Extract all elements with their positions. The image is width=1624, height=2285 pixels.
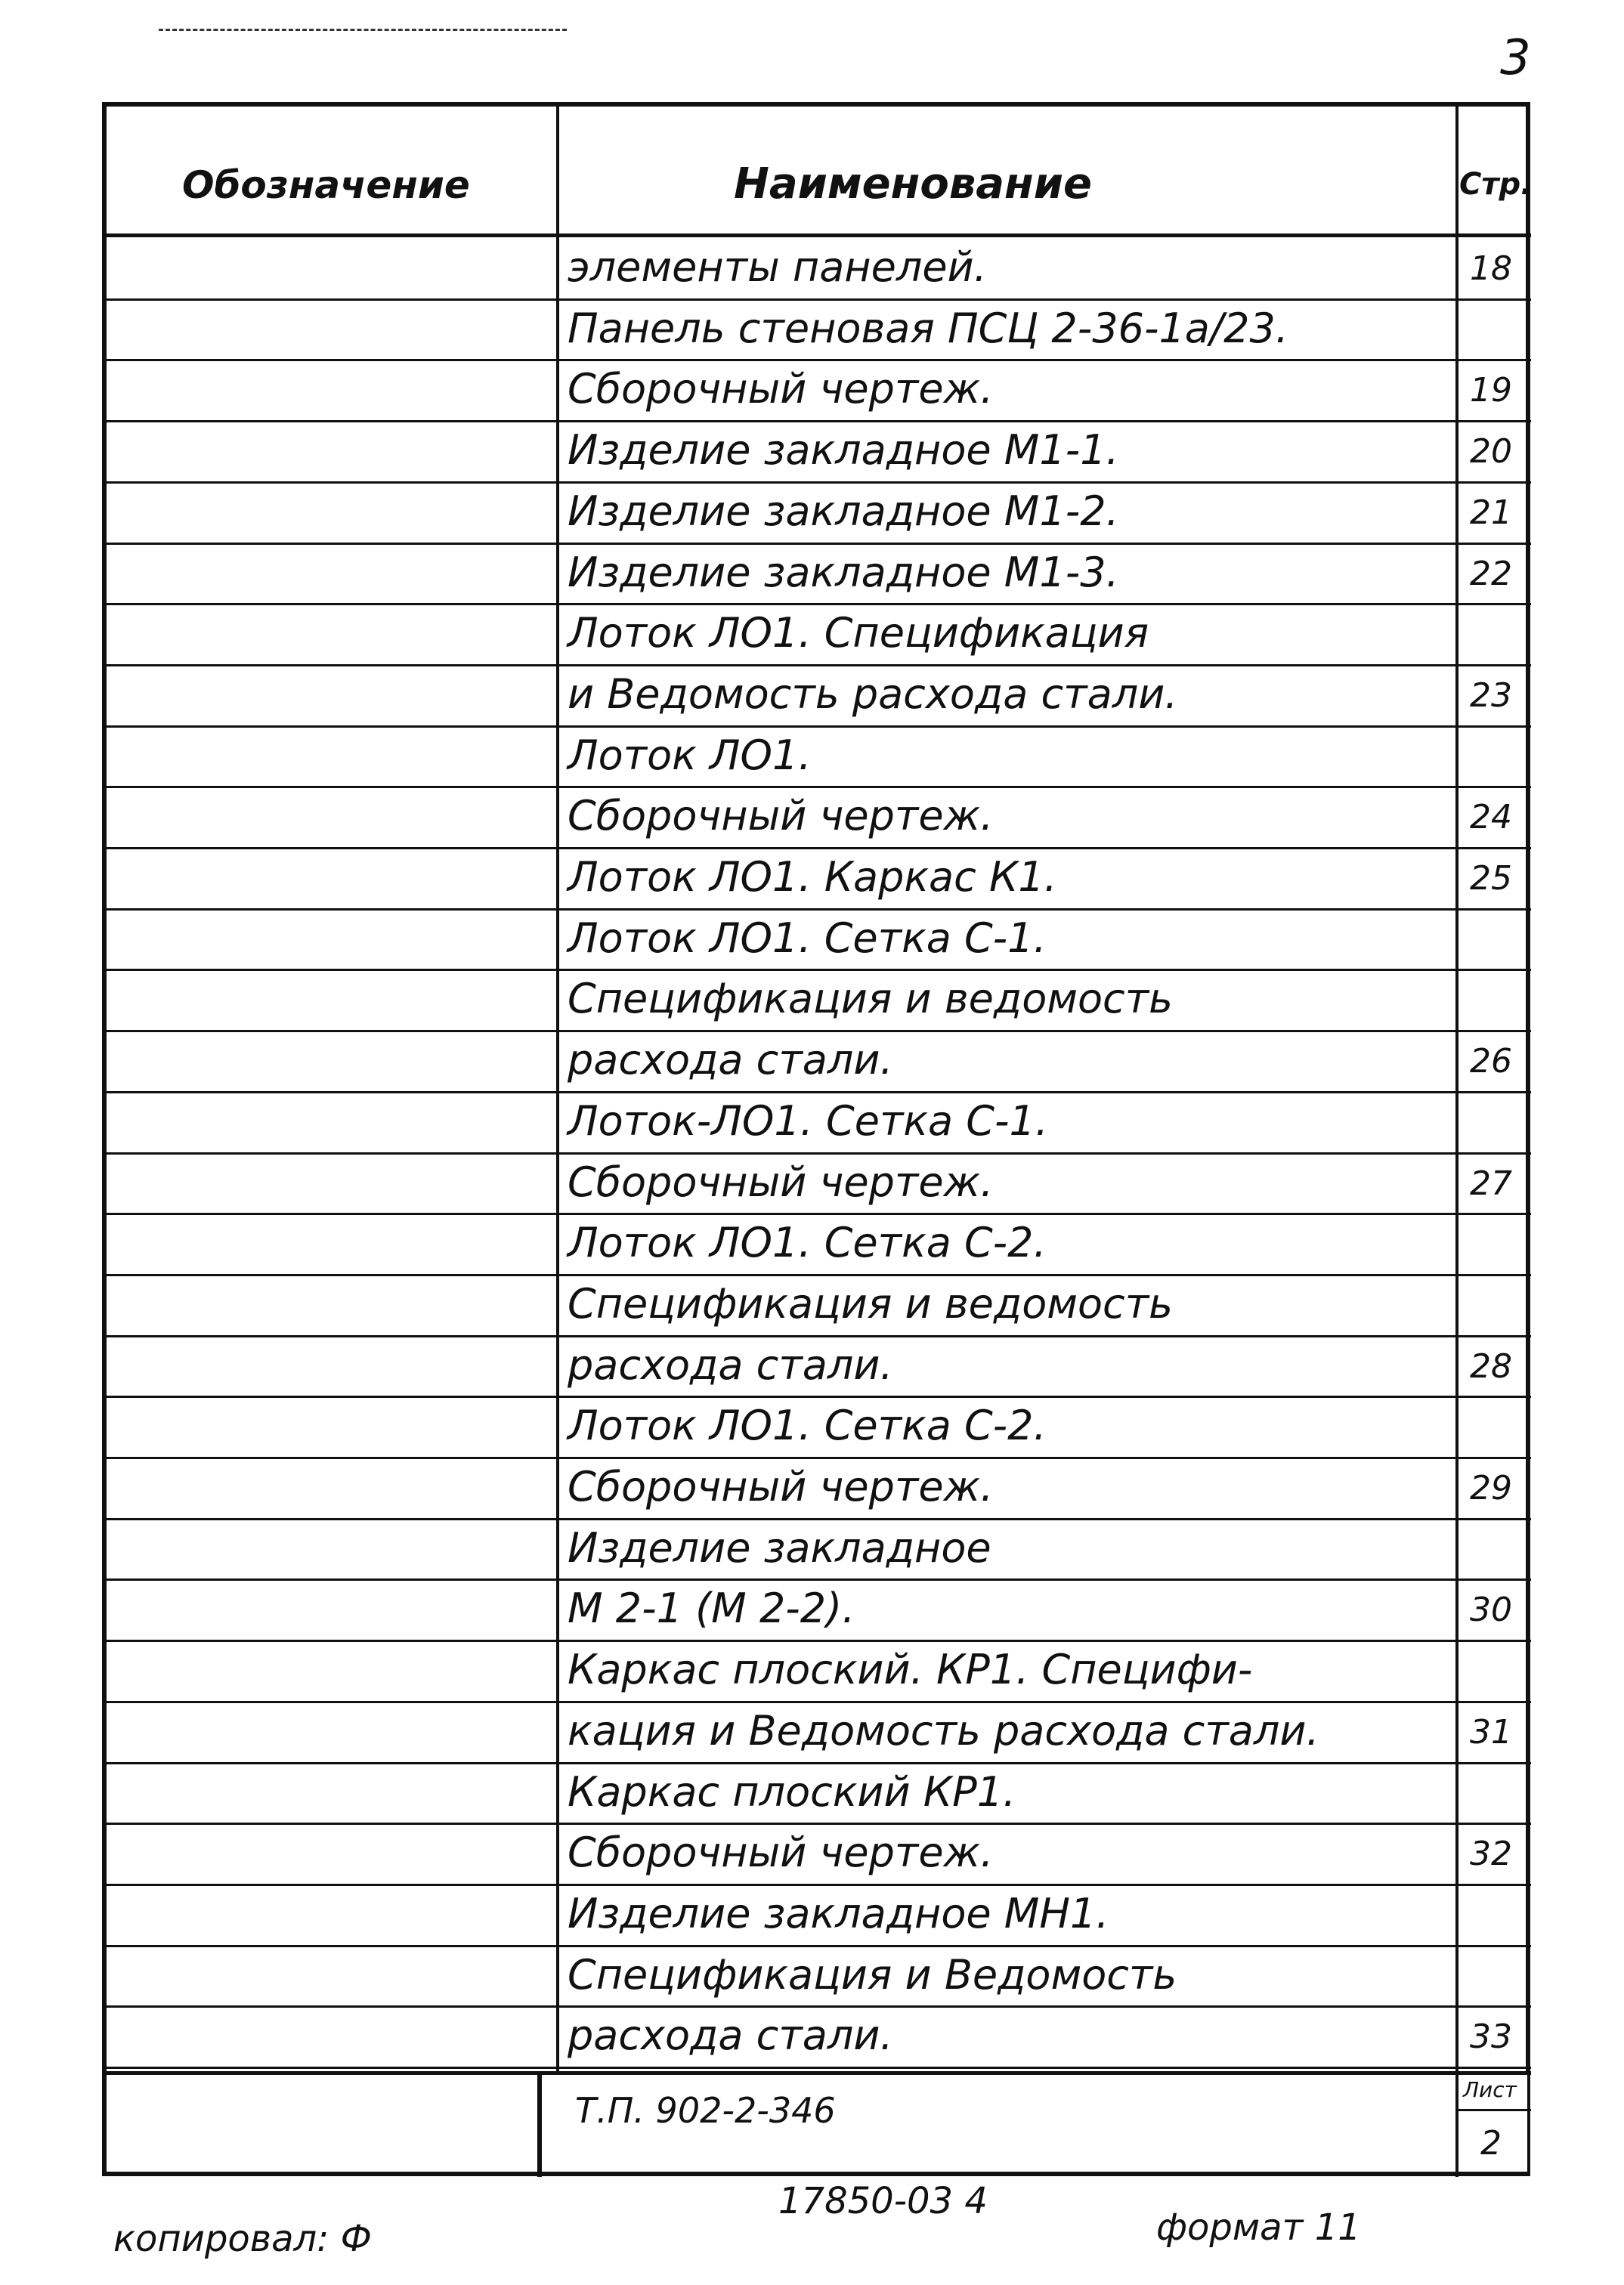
top-dashed-line [159, 29, 567, 31]
row-page-number: 26 [1470, 1042, 1512, 1081]
row-title: Лоток-ЛО1. Сетка С-1. [568, 1096, 1049, 1145]
table-row [107, 237, 1527, 298]
row-title: элементы панелей. [568, 243, 987, 291]
row-title: Лоток ЛО1. Спецификация [568, 609, 1149, 657]
row-page-number: 20 [1470, 432, 1512, 472]
stamp-sheet-number: 2 [1480, 2124, 1502, 2163]
table-row [107, 1457, 1527, 1518]
row-title: Каркас плоский. КР1. Специфи- [568, 1646, 1253, 1694]
table-row [107, 1274, 1527, 1335]
table-row [107, 725, 1527, 787]
row-page-number: 28 [1470, 1347, 1512, 1386]
row-title: Лоток ЛО1. Сетка С-1. [568, 914, 1047, 962]
stamp-sheet-divider [1455, 2109, 1531, 2111]
row-title: Лоток ЛО1. [568, 731, 812, 779]
contents-table [102, 102, 1533, 2176]
table-row [107, 2005, 1527, 2067]
table-row [107, 664, 1527, 725]
stamp-sheet-label: Лист [1463, 2077, 1517, 2102]
table-row [107, 1640, 1527, 1701]
row-title: Сборочный чертеж. [568, 1829, 994, 1877]
row-page-number: 31 [1470, 1712, 1512, 1752]
table-row [107, 1578, 1527, 1640]
row-title: Изделие закладное МН1. [568, 1889, 1109, 1937]
header-page: Стр. [1459, 167, 1533, 202]
table-row [107, 1213, 1527, 1274]
row-title: расхода стали. [568, 1340, 893, 1389]
table-row [107, 1701, 1527, 1762]
stamp-left-border [537, 2071, 542, 2177]
table-row [107, 1884, 1527, 1945]
table-row [107, 1396, 1527, 1457]
row-page-number: 21 [1470, 493, 1512, 532]
row-title: Изделие закладное М1-1. [568, 426, 1119, 475]
stamp-sheet-border [1455, 2071, 1459, 2177]
row-page-number: 32 [1470, 1835, 1512, 1874]
row-page-number: 25 [1470, 859, 1512, 898]
footer-inventory-number: 17850-03 4 [778, 2180, 988, 2222]
header-name: Наименование [734, 159, 1092, 209]
stamp-document-code: Т.П. 902-2-346 [575, 2090, 836, 2131]
row-page-number: 24 [1470, 798, 1512, 837]
row-page-number: 30 [1470, 1591, 1512, 1630]
table-row [107, 847, 1527, 908]
table-row [107, 1823, 1527, 1884]
row-page-number: 27 [1470, 1164, 1512, 1203]
row-title: расхода стали. [568, 1036, 893, 1084]
footer-format: формат 11 [1156, 2206, 1361, 2249]
row-title: расхода стали. [568, 2011, 893, 2060]
row-title: Сборочный чертеж. [568, 1158, 994, 1206]
table-row [107, 1030, 1527, 1091]
row-title: Спецификация и Ведомость [568, 1950, 1177, 1999]
table-row [107, 1762, 1527, 1823]
table-row [107, 908, 1527, 969]
row-title: Лоток ЛО1. Сетка С-2. [568, 1219, 1047, 1267]
table-row [107, 359, 1527, 420]
table-row [107, 298, 1527, 360]
row-page-number: 22 [1470, 554, 1512, 593]
row-title: Лоток ЛО1. Сетка С-2. [568, 1402, 1047, 1450]
table-row [107, 420, 1527, 481]
row-title: Изделие закладное М1-2. [568, 487, 1119, 535]
row-page-number: 33 [1470, 2018, 1512, 2057]
row-title: Сборочный чертеж. [568, 792, 994, 840]
table-row [107, 603, 1527, 664]
page-number: 3 [1500, 30, 1531, 86]
table-row [107, 543, 1527, 604]
table-row [107, 1152, 1527, 1214]
row-title: и Ведомость расхода стали. [568, 669, 1178, 718]
row-title: Сборочный чертеж. [568, 365, 994, 413]
row-page-number: 19 [1470, 371, 1512, 410]
row-title: Изделие закладное М1-3. [568, 548, 1119, 596]
footer-copied-by: копировал: Ф [113, 2218, 372, 2260]
table-row [107, 481, 1527, 543]
stamp-top-line [107, 2071, 1531, 2075]
table-row [107, 786, 1527, 847]
table-row [107, 1335, 1527, 1396]
row-page-number: 18 [1470, 249, 1512, 288]
row-title: Изделие закладное [568, 1523, 991, 1572]
row-page-number: 23 [1470, 676, 1512, 715]
row-title: Лоток ЛО1. Каркас К1. [568, 853, 1057, 901]
row-title: кация и Ведомость расхода стали. [568, 1706, 1319, 1755]
row-title: Каркас плоский КР1. [568, 1767, 1016, 1816]
row-title: Спецификация и ведомость [568, 975, 1173, 1023]
row-title: Спецификация и ведомость [568, 1279, 1173, 1328]
row-title: Панель стеновая ПСЦ 2-36-1а/23. [568, 304, 1288, 352]
header-designation: Обозначение [182, 163, 470, 207]
table-row [107, 1945, 1527, 2006]
row-title: М 2-1 (М 2-2). [568, 1585, 855, 1633]
table-row [107, 1518, 1527, 1579]
table-row [107, 1091, 1527, 1152]
row-separator [107, 2067, 1531, 2069]
table-row [107, 969, 1527, 1030]
row-title: Сборочный чертеж. [568, 1463, 994, 1510]
row-page-number: 29 [1470, 1469, 1512, 1507]
